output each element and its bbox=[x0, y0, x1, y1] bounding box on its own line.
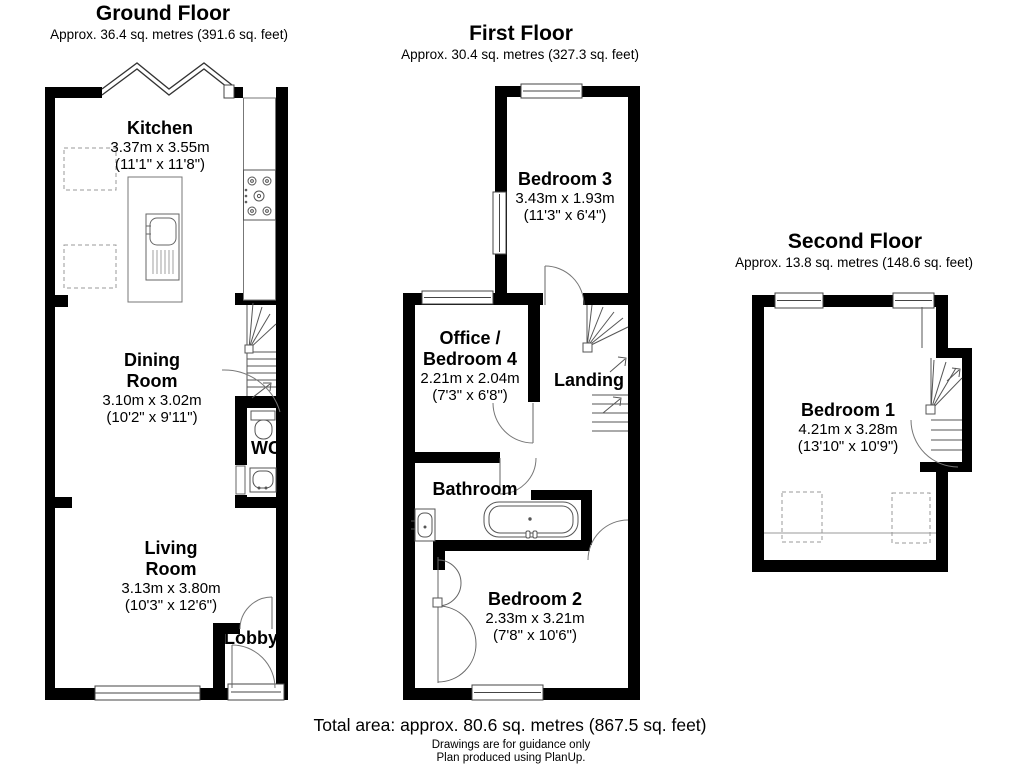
room-label-wc bbox=[236, 438, 296, 459]
room-dim-imperial: (7'3" x 6'8") bbox=[432, 387, 508, 405]
room-label-bedroom-1 bbox=[758, 400, 938, 456]
room-name: Bathroom bbox=[432, 479, 518, 499]
toilet-icon bbox=[251, 411, 275, 439]
room-name: Dining Room bbox=[124, 350, 180, 391]
room-label-lobby bbox=[201, 628, 301, 649]
room-name: Bedroom 1 bbox=[800, 400, 896, 420]
room-dim-metric: 3.13m x 3.80m bbox=[121, 579, 221, 597]
ground-floor-title: Ground Floor bbox=[95, 2, 231, 25]
room-name: Kitchen bbox=[126, 118, 193, 138]
kitchen-sink-icon bbox=[146, 214, 179, 280]
disclaimer-text: Drawings are for guidance only bbox=[431, 739, 591, 751]
room-label-dining-room bbox=[102, 350, 202, 427]
produced-by-text: Plan produced using PlanUp. bbox=[436, 752, 586, 764]
room-name: Living Room bbox=[144, 538, 198, 579]
staircase-icon bbox=[245, 303, 276, 398]
front-door-threshold bbox=[228, 684, 284, 700]
room-label-bedroom-3 bbox=[485, 169, 645, 225]
first-floor-title: First Floor bbox=[469, 22, 573, 45]
basin-icon bbox=[250, 468, 276, 492]
room-dim-imperial: (10'3" x 12'6") bbox=[124, 597, 218, 615]
staircase-icon bbox=[583, 305, 628, 431]
second-floor-area: Approx. 13.8 sq. metres (148.6 sq. feet) bbox=[735, 255, 973, 270]
room-dim-metric: 2.21m x 2.04m bbox=[420, 369, 520, 387]
hob-icon bbox=[244, 170, 276, 220]
second-floor-title: Second Floor bbox=[787, 230, 923, 253]
room-name: Office / Bedroom 4 bbox=[422, 328, 518, 369]
room-dim-imperial: (10'2" x 9'11") bbox=[106, 409, 198, 427]
room-label-landing bbox=[529, 370, 649, 391]
bath-icon bbox=[484, 502, 578, 538]
room-dim-imperial: (11'3" x 6'4") bbox=[523, 207, 607, 225]
bay-zigzag bbox=[102, 63, 232, 95]
room-name: Bedroom 3 bbox=[517, 169, 613, 189]
sink-icon bbox=[411, 509, 435, 541]
room-label-kitchen bbox=[80, 118, 240, 174]
room-name: Landing bbox=[554, 370, 624, 390]
room-dim-metric: 4.21m x 3.28m bbox=[798, 420, 898, 438]
eaves-storage-spaces bbox=[782, 492, 930, 543]
room-dim-metric: 3.10m x 3.02m bbox=[102, 391, 202, 409]
room-name: Bedroom 2 bbox=[487, 589, 583, 609]
room-dim-metric: 3.37m x 3.55m bbox=[110, 138, 210, 156]
ground-floor-area: Approx. 36.4 sq. metres (391.6 sq. feet) bbox=[50, 27, 288, 42]
total-area-text: Total area: approx. 80.6 sq. metres (867.5 sq. feet) bbox=[313, 715, 707, 735]
room-label-office-bedroom-4 bbox=[410, 328, 530, 405]
room-name: WC bbox=[251, 438, 281, 458]
room-label-bedroom-2 bbox=[455, 589, 615, 645]
room-label-bathroom bbox=[405, 479, 545, 500]
room-dim-imperial: (11'1" x 11'8") bbox=[114, 156, 206, 174]
room-label-living-room bbox=[121, 538, 221, 615]
room-dim-metric: 3.43m x 1.93m bbox=[515, 189, 615, 207]
room-name: Lobby bbox=[224, 628, 278, 648]
first-floor-area: Approx. 30.4 sq. metres (327.3 sq. feet) bbox=[401, 47, 639, 62]
room-dim-imperial: (13'10" x 10'9") bbox=[797, 438, 899, 456]
room-dim-imperial: (7'8" x 10'6") bbox=[493, 627, 577, 645]
room-dim-metric: 2.33m x 3.21m bbox=[485, 609, 585, 627]
